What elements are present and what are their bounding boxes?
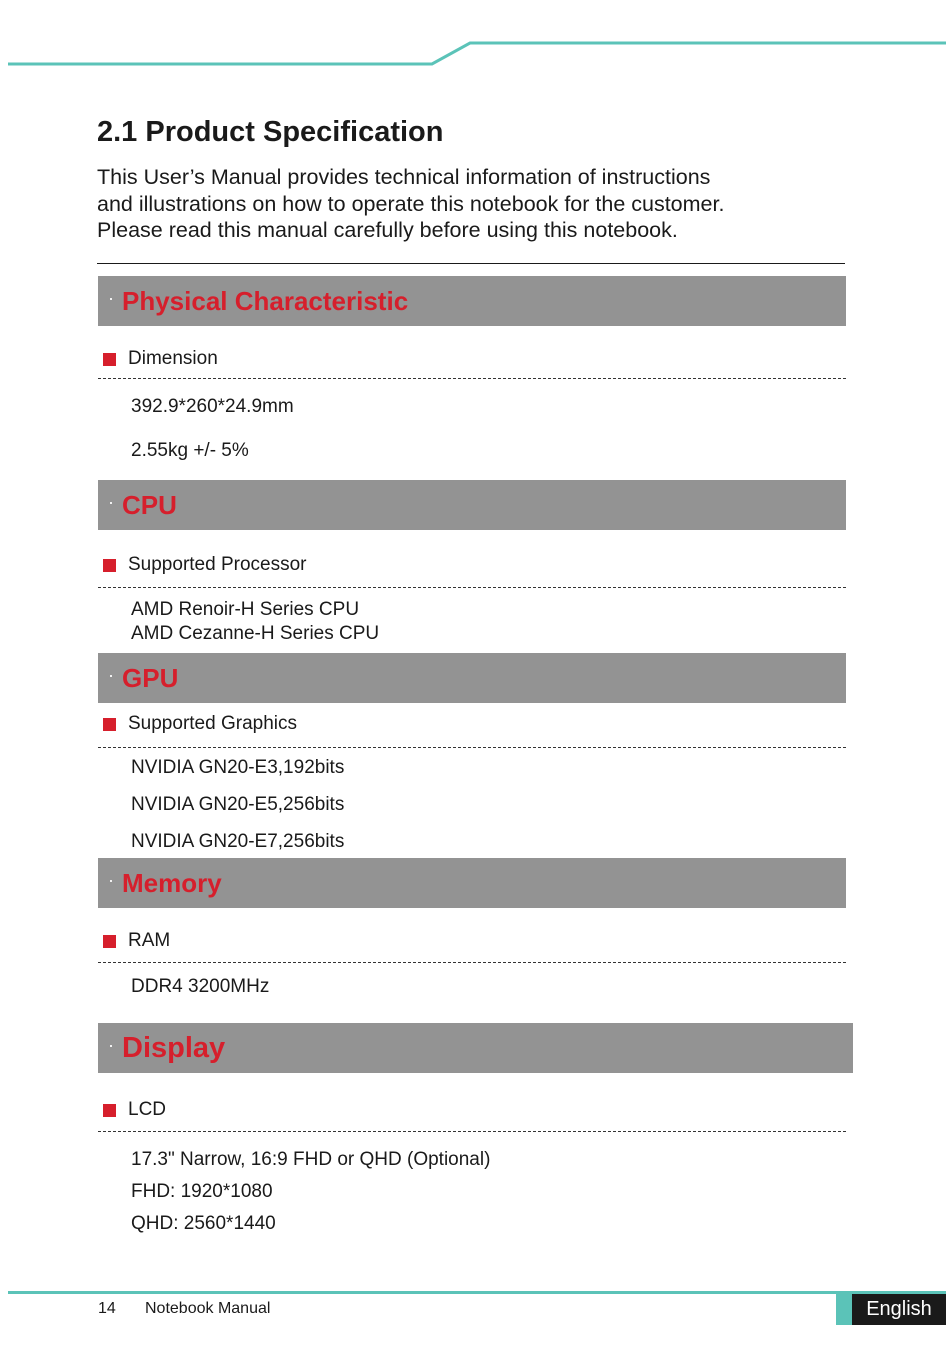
language-badge <box>836 1294 946 1325</box>
section-title: CPU <box>122 489 177 520</box>
section-display <box>98 1023 853 1073</box>
spec-value: QHD: 2560*1440 <box>131 1213 276 1234</box>
spec-value: NVIDIA GN20-E7,256bits <box>131 831 345 852</box>
item-supported-graphics <box>103 713 297 735</box>
spec-value: 17.3" Narrow, 16:9 FHD or QHD (Optional) <box>131 1149 491 1170</box>
spec-value: AMD Cezanne-H Series CPU <box>131 623 380 644</box>
section-bullet: · <box>108 287 114 308</box>
page-number: 14 <box>98 1300 116 1317</box>
section-title: GPU <box>122 662 179 693</box>
dashed-divider <box>98 378 846 379</box>
item-label: LCD <box>128 1099 167 1120</box>
footer-rule <box>8 1291 946 1294</box>
square-bullet-icon <box>103 1104 116 1117</box>
dashed-divider <box>98 1131 846 1132</box>
page-title: 2.1 Product Specification <box>97 116 444 148</box>
spec-value: 392.9*260*24.9mm <box>131 396 294 417</box>
dashed-divider <box>98 587 846 588</box>
section-cpu <box>98 480 846 530</box>
item-label: RAM <box>128 930 171 951</box>
item-ram <box>103 930 170 952</box>
section-bullet: · <box>108 664 114 685</box>
item-lcd <box>103 1099 166 1121</box>
spec-value: NVIDIA GN20-E5,256bits <box>131 794 345 815</box>
intro-line: Please read this manual carefully before using this notebook. <box>97 218 678 242</box>
intro-paragraph <box>97 164 817 244</box>
item-supported-processor <box>103 554 307 576</box>
intro-line: This User’s Manual provides technical information of instructions <box>97 165 711 189</box>
dashed-divider <box>98 747 846 748</box>
intro-line: and illustrations on how to operate this notebook for the customer. <box>97 191 725 216</box>
intro-divider <box>97 263 845 264</box>
dashed-divider <box>98 962 846 963</box>
square-bullet-icon <box>103 718 116 731</box>
manual-name: Notebook Manual <box>145 1300 271 1317</box>
item-dimension <box>103 348 218 370</box>
item-label: Supported Graphics <box>128 713 297 734</box>
item-label: Dimension <box>128 348 218 369</box>
spec-value: AMD Renoir-H Series CPU <box>131 599 360 620</box>
language-label: English <box>852 1294 946 1325</box>
section-memory <box>98 858 846 908</box>
section-title: Physical Characteristic <box>122 285 409 316</box>
spec-value: DDR4 3200MHz <box>131 976 270 997</box>
section-title: Memory <box>122 867 222 898</box>
spec-value: 2.55kg +/- 5% <box>131 440 249 461</box>
item-label: Supported Processor <box>128 554 307 575</box>
header-decoration <box>0 0 950 80</box>
section-physical-characteristic <box>98 276 846 326</box>
square-bullet-icon <box>103 935 116 948</box>
section-bullet: · <box>108 869 114 890</box>
section-title: Display <box>122 1031 226 1064</box>
spec-value: FHD: 1920*1080 <box>131 1181 273 1202</box>
square-bullet-icon <box>103 353 116 366</box>
spec-value: NVIDIA GN20-E3,192bits <box>131 757 345 778</box>
section-bullet: · <box>108 491 114 512</box>
section-gpu <box>98 653 846 703</box>
square-bullet-icon <box>103 559 116 572</box>
section-bullet: · <box>108 1034 114 1055</box>
